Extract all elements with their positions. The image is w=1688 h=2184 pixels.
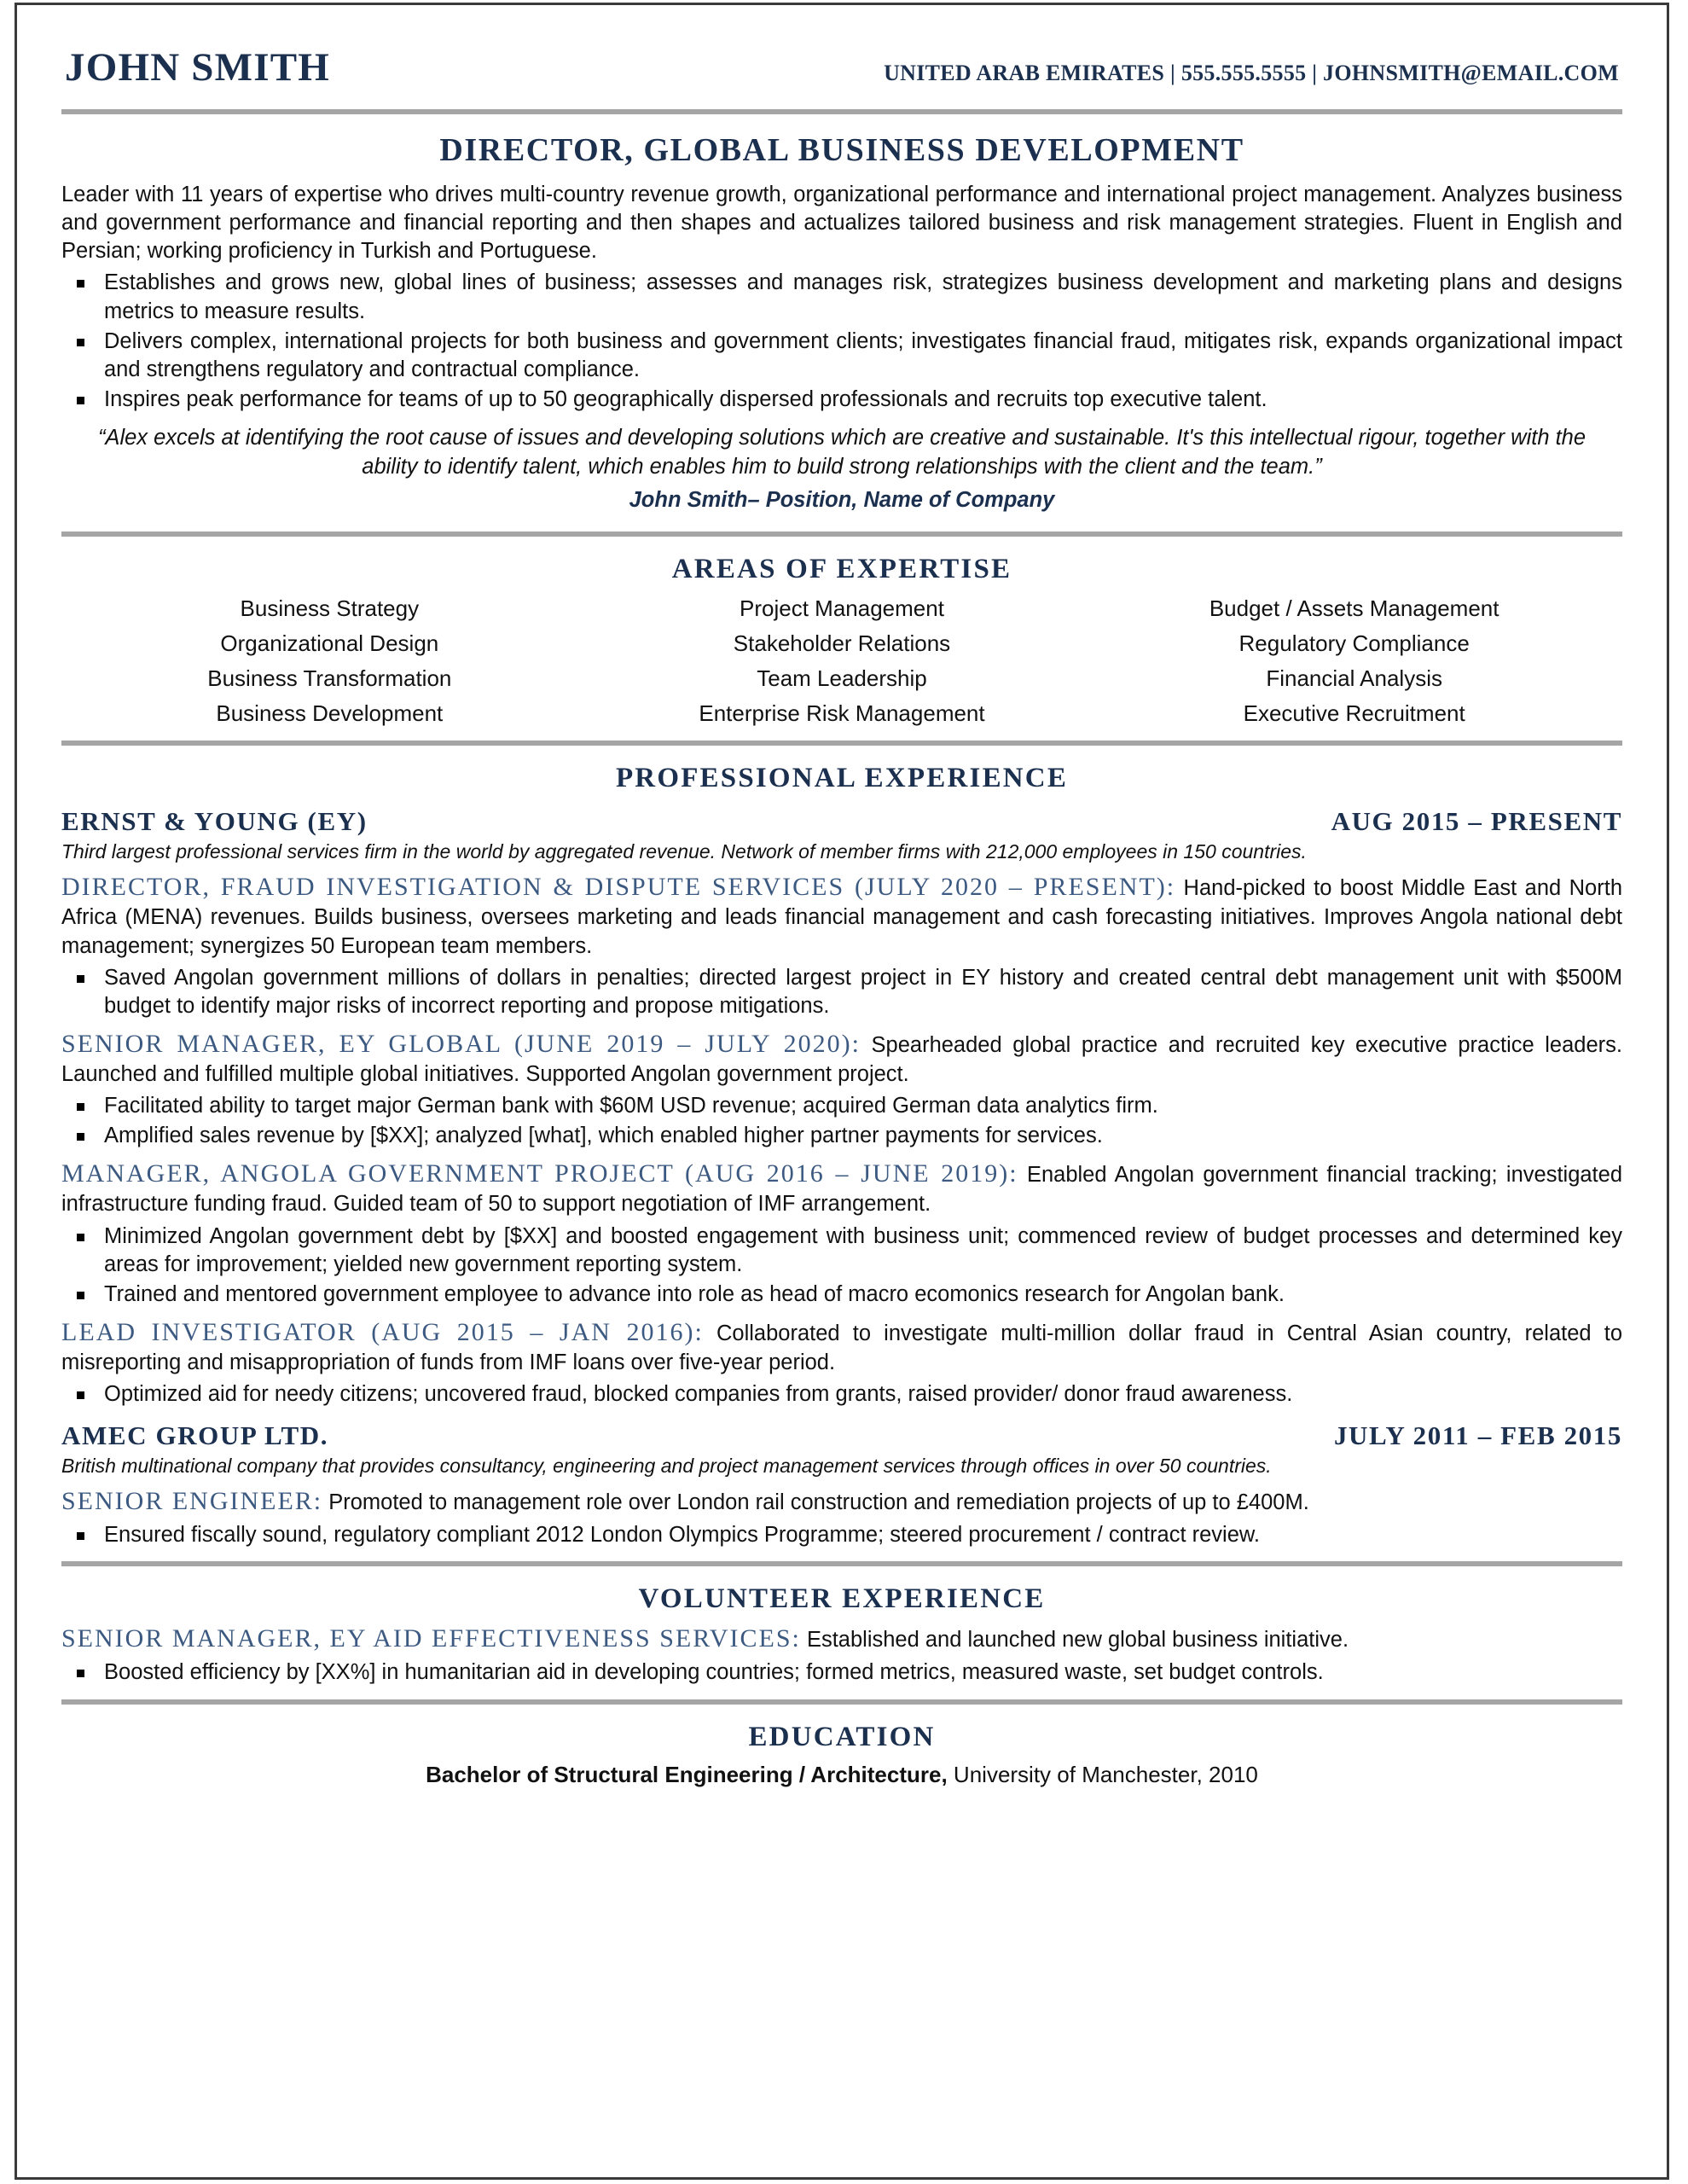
role-description: Promoted to management role over London rail construction and remediation projects of up to £400M. [322,1490,1309,1515]
company-name: ERNST & YOUNG (EY) [61,806,368,837]
candidate-name: JOHN SMITH [65,45,331,90]
expertise-item: Stakeholder Relations [733,630,951,657]
volunteer-role-body: Established and launched new global business initiative. [800,1628,1349,1653]
role-bullets [61,964,1622,1020]
resume-page [15,3,1669,2180]
education-entry [61,1762,1622,1788]
expertise-item: Team Leadership [757,665,927,692]
job-header [61,1420,1622,1451]
employment-dates: JULY 2011 – FEB 2015 [1333,1420,1622,1451]
company-description: British multinational company that provides consultancy, engineering and project management services through offices in over 50 countries. [61,1455,1272,1478]
summary-bullets [61,269,1622,414]
role-title: SENIOR ENGINEER: [61,1487,323,1516]
bullet-item: Establishes and grows new, global lines of business; assesses and manages risk, strategizes business development and marketing plans and designs metrics to measure results. [61,269,1622,325]
expertise-item: Enterprise Risk Management [699,700,985,727]
role-description: Spearheaded global practice and recruited key executive practice leaders. Launched and fulfilled multiple global initiatives. Supported Angolan government project. [61,1033,1622,1086]
testimonial-quote: “Alex excels at identifying the root cause of issues and developing solutions which are creative and sustainable. It's this intellectual rigour, together with the ability to identify talent, which enables him to build strong relationships with the client and the team.” [97,426,1586,479]
expertise-item: Business Development [216,700,444,727]
education-institution: University of Manchester, 2010 [947,1761,1258,1787]
bullet-item: Facilitated ability to target major German bank with $60M USD revenue; acquired German data analytics firm. [61,1092,1622,1120]
expertise-item: Budget / Assets Management [1209,595,1499,622]
employment-dates: AUG 2015 – PRESENT [1331,806,1622,837]
role-block [61,870,1622,960]
expertise-grid [73,595,1610,727]
role-bullets [61,1223,1622,1309]
bullet-item: Optimized aid for needy citizens; uncovered fraud, blocked companies from grants, raised provider/ donor fraud awareness. [61,1380,1622,1409]
expertise-item: Executive Recruitment [1243,700,1465,727]
section-title-education: EDUCATION [748,1721,936,1752]
expertise-item: Organizational Design [220,630,439,657]
section-title-expertise: AREAS OF EXPERTISE [671,554,1012,585]
role-bullets [61,1521,1622,1549]
job-header [61,806,1622,837]
role-bullets [61,1380,1622,1409]
role-title: MANAGER, ANGOLA GOVERNMENT PROJECT (AUG 2016 – JUNE 2019): [61,1159,1018,1188]
education-degree: Bachelor of Structural Engineering / Architecture, [426,1761,948,1787]
bullet-item: Delivers complex, international projects for both business and government clients; investigates financial fraud, mitigates risk, expands organizational impact and strengthens regulatory and contractual compliance. [61,328,1622,384]
role-title: DIRECTOR, FRAUD INVESTIGATION & DISPUTE SERVICES (JULY 2020 – PRESENT): [61,873,1176,902]
expertise-item: Project Management [740,595,944,622]
volunteer-role-title: SENIOR MANAGER, EY AID EFFECTIVENESS SERVICES: [61,1624,801,1653]
divider-expertise [61,531,1622,537]
summary-paragraph: Leader with 11 years of expertise who drives multi-country revenue growth, organizational performance and international project management. Analyzes business and government performance and financial reporting and then shapes and actualizes tailored business and risk management strategies. Fluent in English and Persian; working proficiency in Turkish and Portuguese. [61,183,1622,264]
bullet-item: Boosted efficiency by [XX%] in humanitarian aid in developing countries; formed metrics, measured waste, set budget controls. [61,1658,1622,1687]
bullet-item: Inspires peak performance for teams of up to 50 geographically dispersed professionals and recruits top executive talent. [61,386,1622,414]
header [61,38,1622,90]
role-title: SENIOR MANAGER, EY GLOBAL (JUNE 2019 – JULY 2020): [61,1030,861,1058]
role-description: Hand-picked to boost Middle East and North Africa (MENA) revenues. Builds business, oversees marketing and leads financial management and cash forecasting initiatives. Improves Angola national debt management; synergizes 50 European team members. [61,876,1622,958]
expertise-item: Business Strategy [240,595,420,622]
bullet-item: Ensured fiscally sound, regulatory compliant 2012 London Olympics Programme; steered procurement / contract review. [61,1521,1622,1549]
experience-list [61,806,1622,1549]
volunteer-bullets [61,1658,1622,1687]
bullet-item: Trained and mentored government employee to advance into role as head of macro ecomonics research for Angolan bank. [61,1281,1622,1309]
bullet-item: Minimized Angolan government debt by [$XX] and boosted engagement with business unit; commenced review of budget processes and determined key areas for improvement; yielded new government reporting system. [61,1223,1622,1279]
role-bullets [61,1092,1622,1150]
divider-header [61,109,1622,114]
role-description: Collaborated to investigate multi-million dollar fraud in Central Asian country, related to misreporting and misappropriation of funds from IMF loans over five-year period. [61,1321,1623,1374]
bullet-item: Amplified sales revenue by [$XX]; analyzed [what], which enabled higher partner payments for services. [61,1122,1622,1150]
volunteer-role [61,1622,1622,1655]
role-block [61,1157,1622,1218]
target-title: DIRECTOR, GLOBAL BUSINESS DEVELOPMENT [439,132,1244,168]
divider-experience [61,741,1622,746]
expertise-item: Business Transformation [207,665,452,692]
divider-education [61,1699,1622,1705]
role-title: LEAD INVESTIGATOR (AUG 2015 – JAN 2016): [61,1317,704,1346]
contact-info: UNITED ARAB EMIRATES | 555.555.5555 | JOHNSMITH@EMAIL.COM [884,61,1619,85]
section-title-volunteer: VOLUNTEER EXPERIENCE [638,1583,1046,1615]
section-title-experience: PROFESSIONAL EXPERIENCE [615,763,1069,794]
role-block [61,1027,1622,1089]
divider-volunteer [61,1561,1622,1566]
company-name: AMEC GROUP LTD. [61,1420,329,1451]
expertise-item: Financial Analysis [1266,665,1442,692]
testimonial-attribution: John Smith– Position, Name of Company [629,488,1055,513]
role-block [61,1316,1622,1377]
role-description: Enabled Angolan government financial tracking; investigated infrastructure funding fraud. Guided team of 50 to support negotiation of IMF arrangement. [61,1163,1623,1217]
expertise-item: Regulatory Compliance [1238,630,1470,657]
bullet-item: Saved Angolan government millions of dollars in penalties; directed largest project in EY history and created central debt management unit with $500M budget to identify major risks of incorrect reporting and propose mitigations. [61,964,1622,1020]
company-description: Third largest professional services firm in the world by aggregated revenue. Network of member firms with 212,000 employees in 150 countries. [61,840,1307,863]
role-block [61,1484,1622,1518]
